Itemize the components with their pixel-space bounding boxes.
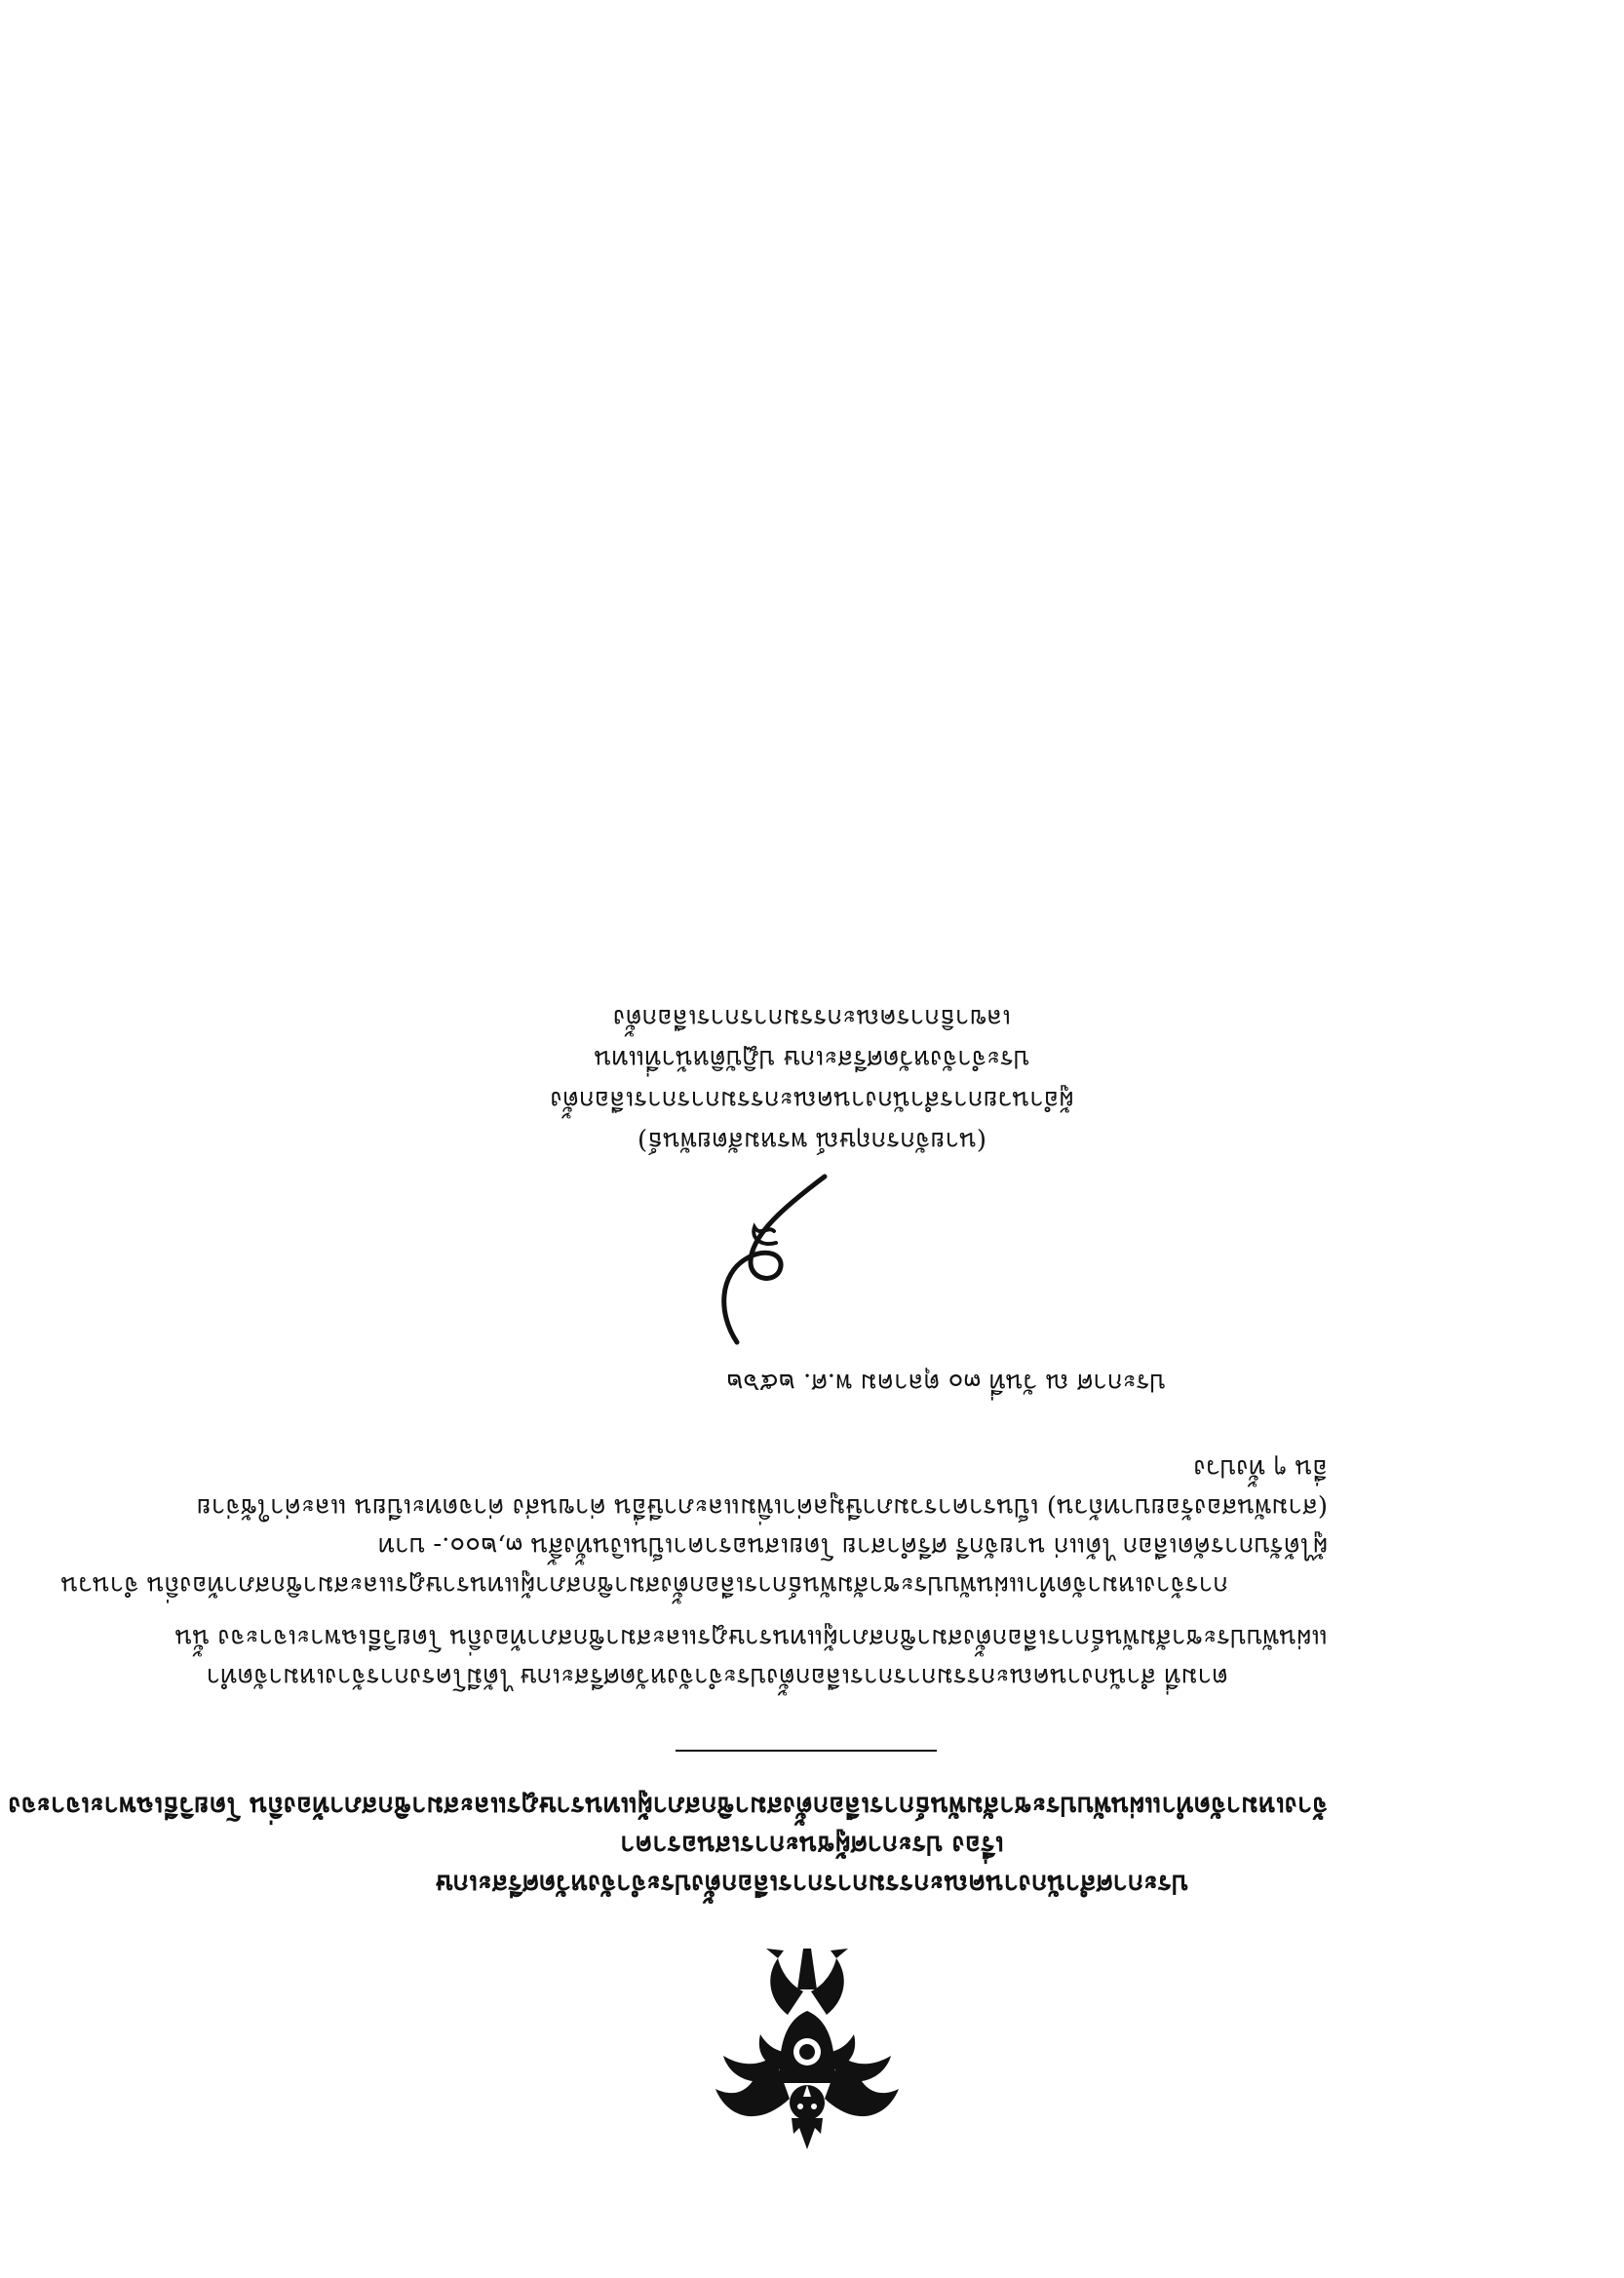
body-paragraph-1-line-1: ตามที่ สำนักงานคณะกรรมการการเลือกตั้งประจำจังหวัดศรีสะเกษ ได้มีโครงการจ้างเหมาจัดทำ (206, 1662, 1228, 1691)
signer-name: (นายจักรกฤษณ์ พรหมสัตยพันธ์) (638, 1126, 986, 1155)
title-divider (676, 1750, 937, 1752)
body-paragraph-2-line-4: อื่น ๆ ทั้งปวง (1193, 1453, 1328, 1483)
signer-title-line-3: เลขาธิการคณะกรรมการการเลือกตั้ง (612, 1003, 1012, 1032)
signer-title-line-2: ประจำจังหวัดศรีสะเกษ ปฏิบัติหน้าที่แทน (594, 1044, 1030, 1073)
announcement-date: ประกาศ ณ วันที่ ๓๐ ตุลาคม พ.ศ. ๒๕๖๒ (726, 1368, 1166, 1397)
title-subject: เรื่อง ประกาศผู้ชนะการเสนอราคา (620, 1830, 1004, 1860)
handwritten-signature (708, 1167, 844, 1352)
body-paragraph-2-line-3: (สามพันสองร้อยบาทถ้วน) เป็นราคารวมภาษีมูลค่าเพิ่มและภาษีอื่น ค่าขนส่ง ค่าจดทะเบียน และค่าใช้จ่าย (196, 1492, 1328, 1522)
signer-title-line-1: ผู้อำนวยการสำนักงานคณะกรรมการการเลือกตั้ง (550, 1085, 1074, 1114)
title-project: จ้างเหมาจัดทำแผ่นพับประชาสัมพันธ์การเลือกตั้งสมาชิกสภาผู้แทนราษฎรและสมาชิกสภาท้องถิ่น โดยวิธีเฉพาะเจาะจง (8, 1791, 1328, 1821)
body-paragraph-1-line-2: แผ่นพับประชาสัมพันธ์การเลือกตั้งสมาชิกสภาผู้แทนราษฎรและสมาชิกสภาท้องถิ่น โดยวิธีเฉพาะเจาะจง นั้น (174, 1623, 1328, 1652)
body-paragraph-2-line-2: ผู้ได้รับการคัดเลือก ได้แก่ นายจักรี ศรีคำสาย โดยเสนอราคาเป็นเงินทั้งสิ้น ๓,๒๐๐.- บาท (377, 1531, 1328, 1561)
body-paragraph-2-line-1: การจ้างเหมาจัดทำแผ่นพับประชาสัมพันธ์การเลือกตั้งสมาชิกสภาผู้แทนราษฎรและสมาชิกสภาท้องถิ่น จำนวน (60, 1570, 1228, 1600)
garuda-emblem-icon (710, 1943, 905, 2157)
title-agency: ประกาศสำนักงานคณะกรรมการการเลือกตั้งประจำจังหวัดศรีสะเกษ (435, 1869, 1189, 1899)
